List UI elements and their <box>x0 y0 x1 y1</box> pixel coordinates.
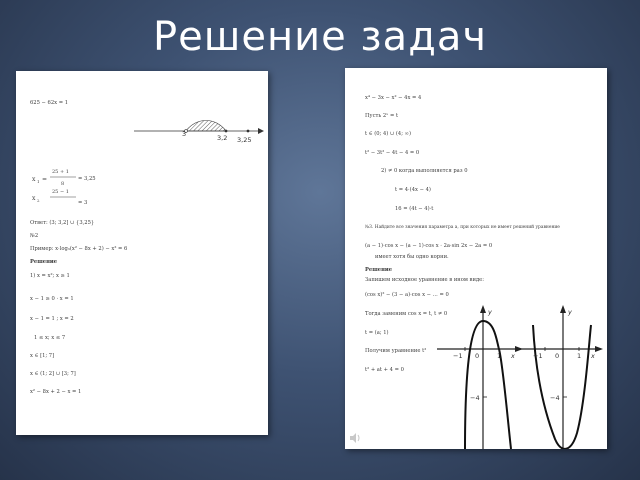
tick-label: 1 <box>577 352 582 360</box>
tick-label: −1 <box>533 352 543 360</box>
text-line: №3. Найдите все значения параметра a, при которых не имеет решений уравнение <box>365 225 560 230</box>
solution-page-left <box>16 71 268 435</box>
solution-page-right <box>345 68 607 449</box>
min-label: −4 <box>550 394 560 402</box>
text-line: x² − 8x + 2 − x = 1 <box>30 389 82 395</box>
tick-label: 0 <box>475 352 480 360</box>
svg-text:25 + 1: 25 + 1 <box>52 169 69 175</box>
text-line: x − 1 ≥ 0 · x = 1 <box>30 296 74 302</box>
fraction-formula <box>30 167 90 203</box>
svg-text:=: = <box>42 176 48 183</box>
text-line: x − 1 = 1 ; x = 2 <box>30 316 74 322</box>
text-line: Пример: x·log₃(x² − 8x + 2) − x² = 6 <box>30 246 128 252</box>
text-line: 2) ≠ 0 когда выполняется раз 0 <box>381 168 468 174</box>
text-line: 1 ≤ x; x ≤ 7 <box>34 335 66 341</box>
text-line: Решение <box>365 267 393 273</box>
text-line: x⁴ − 3x − x² − 4x = 4 <box>365 95 422 101</box>
min-label: −4 <box>470 394 480 402</box>
number-line-label: 3,2 <box>217 134 228 142</box>
text-line: Запишем исходное уравнение в ином виде: <box>365 277 484 283</box>
x-axis-label: x <box>591 352 595 360</box>
text-line: t² + at + 4 = 0 <box>365 367 404 373</box>
text-line: t² − 3t² − 4t − 4 = 0 <box>365 150 420 156</box>
text-line: имеет хотя бы одно корни. <box>375 254 449 260</box>
y-axis-label: y <box>568 308 572 316</box>
text-line: (a − 1)·cos x − (a − 1)·cos x · 2a·sin 2x − 2a = 0 <box>365 243 493 249</box>
text-line: Получим уравнение t² <box>365 348 427 354</box>
text-line: 16 = (4t − 4)·t <box>395 206 434 212</box>
svg-text:25 − 1: 25 − 1 <box>52 189 69 195</box>
tick-label: 1 <box>497 352 502 360</box>
text-line: 1) x = x²; x ≥ 1 <box>30 273 70 279</box>
text-line: Тогда заменим cos x = t, t ≠ 0 <box>365 311 448 317</box>
text-line: x ∈ (1; 2] ∪ [3; 7] <box>30 371 76 377</box>
text-line: Пусть 2ˣ = t <box>365 113 399 119</box>
svg-text:x: x <box>32 195 36 202</box>
parabola-graph-2 <box>515 303 605 449</box>
tick-label: −1 <box>453 352 463 360</box>
svg-text:8: 8 <box>61 181 65 187</box>
text-line: Ответ: (3; 3,2] ∪ {3,25} <box>30 220 95 226</box>
text-line: x ∈ [1; 7] <box>30 353 55 359</box>
text-line: = 3,25 <box>78 176 96 182</box>
text-line: t = (a; 1) <box>365 330 389 336</box>
text-line: 625 − 62x = 1 <box>30 100 69 106</box>
tick-label: 0 <box>555 352 560 360</box>
svg-text:2: 2 <box>37 198 40 203</box>
svg-text:x: x <box>32 176 36 183</box>
number-line-label: 3,25 <box>237 136 252 144</box>
slide-title: Решение задач <box>153 14 487 60</box>
y-axis-label: y <box>488 308 492 316</box>
parabola-graph-1 <box>435 303 525 449</box>
text-line: Решение <box>30 259 58 265</box>
number-line-label: 3 <box>182 130 187 138</box>
speaker-icon[interactable] <box>349 432 361 444</box>
text-line: t ∈ (0; 4) ∪ (4; ∞) <box>365 131 411 137</box>
svg-text:1: 1 <box>37 179 40 184</box>
text-line: = 3 <box>78 200 88 206</box>
text-line: t = 4·(4x − 4) <box>395 187 431 193</box>
x-axis-label: x <box>511 352 515 360</box>
text-line: (cos x)² − (3 − a)·cos x − … = 0 <box>365 292 449 298</box>
text-line: №2 <box>30 233 39 239</box>
